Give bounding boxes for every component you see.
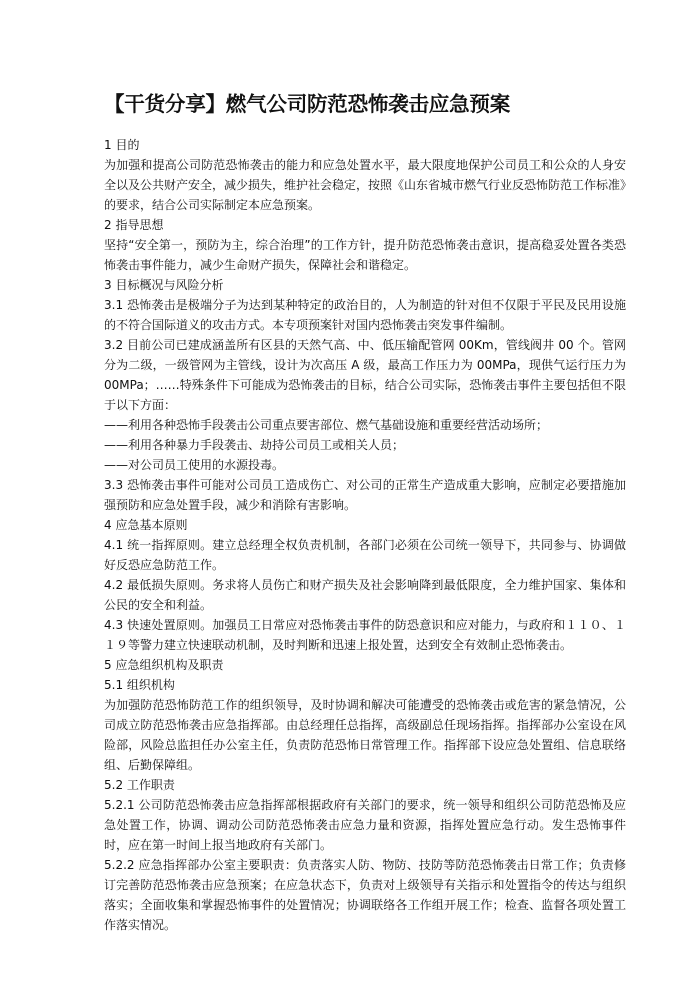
paragraph: 4.2 最低损失原则。务求将人员伤亡和财产损失及社会影响降到最低限度，全力维护国家、集体和公民的安全和利益。 [104,578,626,612]
paragraph: 坚持“安全第一，预防为主，综合治理”的工作方针，提升防范恐怖袭击意识，提高稳妥处置各类恐怖袭击事件能力，减少生命财产损失，保障社会和谐稳定。 [104,238,626,272]
paragraph: 3.1 恐怖袭击是极端分子为达到某种特定的政治目的，人为制造的针对但不仅限于平民及民用设施的不符合国际道义的攻击方式。本专项预案针对国内恐怖袭击突发事件编制。 [104,298,626,332]
paragraph: 为加强防范恐怖防范工作的组织领导，及时协调和解决可能遭受的恐怖袭击或危害的紧急情况，公司成立防范恐怖袭击应急指挥部。由总经理任总指挥，高级副总任现场指挥。指挥部办公室设在风险部，风险总监担任办公室主任，负责防范恐怖日常管理工作。指挥部下设应急处置组、信息联络组、后勤保障组。 [104,698,626,772]
paragraph: 为加强和提高公司防范恐怖袭击的能力和应急处置水平，最大限度地保护公司员工和公众的人身安全以及公共财产安全，减少损失，维护社会稳定，按照《山东省城市燃气行业反恐怖防范工作标准》的要求，结合公司实际制定本应急预案。 [104,158,627,212]
paragraph: 4.1 统一指挥原则。建立总经理全权负责机制，各部门必须在公司统一领导下，共同参与、协调做好反恐应急防范工作。 [104,538,626,572]
list-item: ——对公司员工使用的水源投毒。 [104,458,285,472]
document-body [104,135,626,935]
section-heading: 5.2 工作职责 [104,778,175,792]
section-heading: 3 目标概况与风险分析 [104,278,224,292]
document-title: 【干货分享】燃气公司防范恐怖袭击应急预案 [104,92,510,116]
section-heading: 5.1 组织机构 [104,678,175,692]
list-item: ——利用各种恐怖手段袭击公司重点要害部位、燃气基础设施和重要经营活动场所； [104,418,549,432]
paragraph: 5.2.2 应急指挥部办公室主要职责：负责落实人防、物防、技防等防范恐怖袭击日常工作；负责修订完善防范恐怖袭击应急预案；在应急状态下，负责对上级领导有关指示和处置指令的传达与组织落实；全面收集和掌握恐怖事件的处置情况；协调联络各工作组开展工作；检查、监督各项处置工作落实情况。 [104,858,626,932]
paragraph: 5.2.1 公司防范恐怖袭击应急指挥部根据政府有关部门的要求，统一领导和组织公司防范恐怖及应急处置工作，协调、调动公司防范恐怖袭击应急力量和资源，指挥处置应急行动。发生恐怖事件时，应在第一时间上报当地政府有关部门。 [104,798,626,852]
paragraph: 3.2 目前公司已建成涵盖所有区县的天然气高、中、低压输配管网 00Km，管线阀井 00 个。管网分为二级，一级管网为主管线，设计为次高压 A 级，最高工作压力为 00MPa，现供气运行压力为 00MPa；……特殊条件下可能成为恐怖袭击的目标，结合公司实际，恐怖袭击事件主要包括但不限于以下方面： [104,338,626,412]
list-item: ——利用各种暴力手段袭击、劫持公司员工或相关人员； [104,438,405,452]
section-heading: 2 指导思想 [104,218,164,232]
paragraph: 3.3 恐怖袭击事件可能对公司员工造成伤亡、对公司的正常生产造成重大影响，应制定必要措施加强预防和应急处置手段，减少和消除有害影响。 [104,478,626,512]
section-heading: 5 应急组织机构及职责 [104,658,224,672]
paragraph: 4.3 快速处置原则。加强员工日常应对恐怖袭击事件的防恐意识和应对能力，与政府和１１０、１１９等警力建立快速联动机制，及时判断和迅速上报处置，达到安全有效制止恐怖袭击。 [104,618,626,652]
section-heading: 1 目的 [104,138,140,152]
section-heading: 4 应急基本原则 [104,518,188,532]
